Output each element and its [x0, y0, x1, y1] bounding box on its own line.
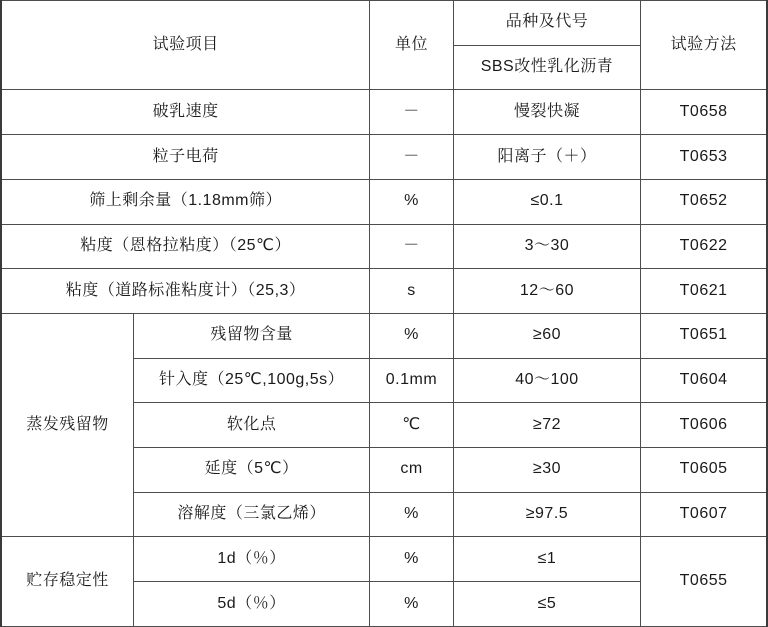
row-value: 40～100: [453, 358, 640, 403]
table-row: [1, 269, 767, 314]
header-product-name: SBS改性乳化沥青: [453, 45, 640, 90]
row-unit: 0.1mm: [370, 358, 454, 403]
row-item: 针入度（25℃,100g,5s）: [133, 358, 369, 403]
header-unit: 单位: [370, 1, 454, 90]
row-item: 1d（％）: [133, 537, 369, 582]
row-unit: －: [370, 135, 454, 180]
row-method: T0653: [641, 135, 767, 180]
row-value: ≥60: [453, 313, 640, 358]
row-unit: %: [370, 582, 454, 627]
row-method: T0622: [641, 224, 767, 269]
row-value: ≤1: [453, 537, 640, 582]
row-method: T0651: [641, 313, 767, 358]
header-grade-and-code: 品种及代号: [453, 1, 640, 46]
table-header-row-1: [1, 1, 767, 46]
row-item: 软化点: [133, 403, 369, 448]
table-row: [1, 179, 767, 224]
row-value: ≥30: [453, 448, 640, 493]
row-item: 粒子电荷: [1, 135, 370, 180]
row-unit: －: [370, 90, 454, 135]
row-method: T0621: [641, 269, 767, 314]
table-row: [1, 135, 767, 180]
row-method: T0605: [641, 448, 767, 493]
row-item: 粘度（道路标准粘度计）（25,3）: [1, 269, 370, 314]
row-method: T0655: [641, 537, 767, 627]
row-method: T0607: [641, 492, 767, 537]
row-item: 残留物含量: [133, 313, 369, 358]
row-unit: %: [370, 492, 454, 537]
row-value: ≤5: [453, 582, 640, 627]
row-value: ≥97.5: [453, 492, 640, 537]
table-row: [1, 537, 767, 582]
row-unit: %: [370, 179, 454, 224]
row-item: 溶解度（三氯乙烯）: [133, 492, 369, 537]
table-row: [1, 224, 767, 269]
row-value: 12～60: [453, 269, 640, 314]
row-method: T0604: [641, 358, 767, 403]
row-item: 破乳速度: [1, 90, 370, 135]
row-value: 阳离子（＋）: [453, 135, 640, 180]
row-method: T0606: [641, 403, 767, 448]
table-row: [1, 313, 767, 358]
row-value: ≤0.1: [453, 179, 640, 224]
row-method: T0652: [641, 179, 767, 224]
header-test-item: 试验项目: [1, 1, 370, 90]
row-unit: s: [370, 269, 454, 314]
table-row: [1, 90, 767, 135]
row-value: 慢裂快凝: [453, 90, 640, 135]
row-item: 粘度（恩格拉粘度）（25℃）: [1, 224, 370, 269]
row-item: 筛上剩余量（1.18mm筛）: [1, 179, 370, 224]
row-unit: %: [370, 313, 454, 358]
row-value: 3～30: [453, 224, 640, 269]
row-item: 延度（5℃）: [133, 448, 369, 493]
group-label-storage-stability: 贮存稳定性: [1, 537, 133, 627]
row-unit: －: [370, 224, 454, 269]
group-label-evaporation-residue: 蒸发残留物: [1, 313, 133, 537]
row-unit: cm: [370, 448, 454, 493]
row-method: T0658: [641, 90, 767, 135]
row-unit: %: [370, 537, 454, 582]
row-item: 5d（％）: [133, 582, 369, 627]
row-unit: ℃: [370, 403, 454, 448]
row-value: ≥72: [453, 403, 640, 448]
header-test-method: 试验方法: [641, 1, 767, 90]
